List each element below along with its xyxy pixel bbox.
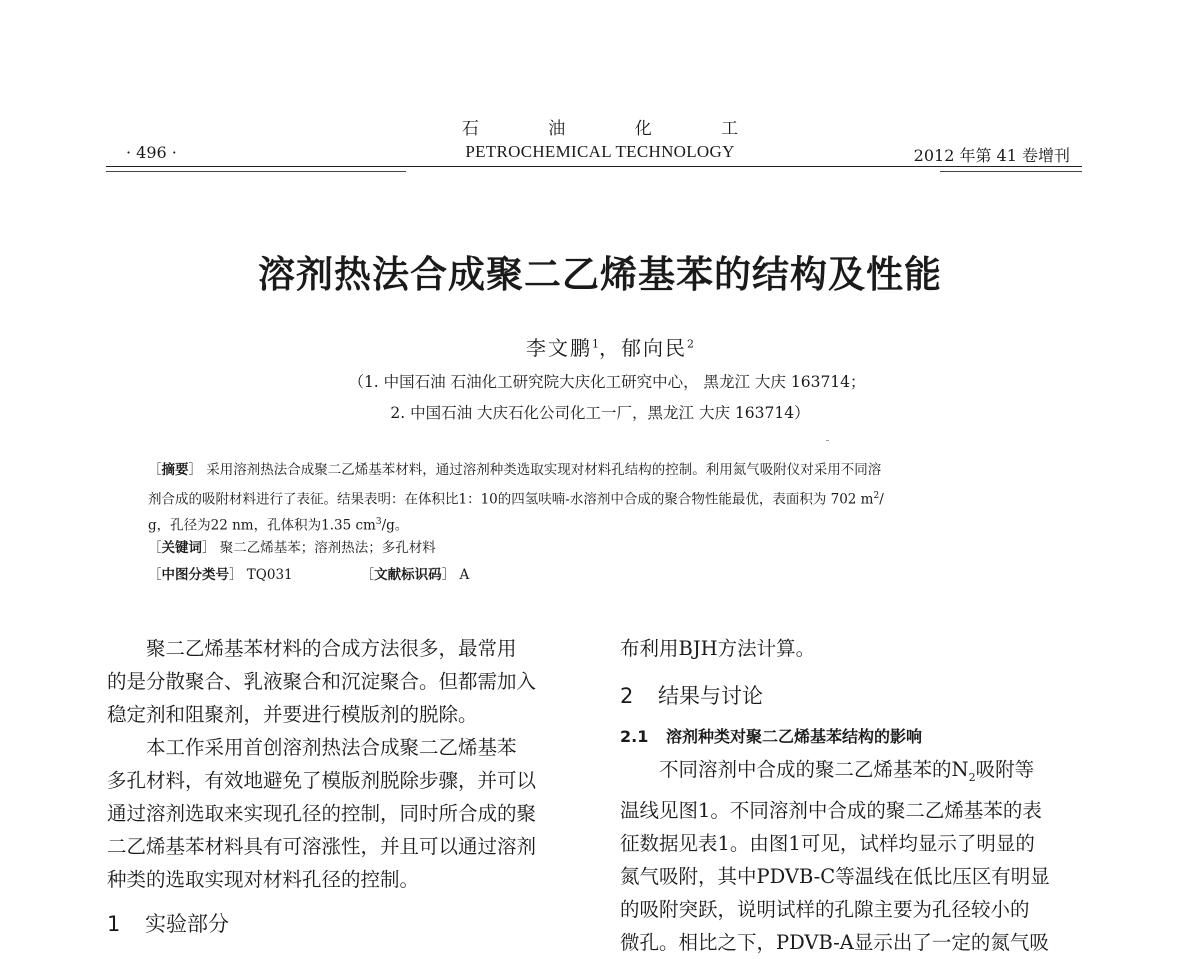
body-line: 种类的选取实现对材料孔径的控制。: [107, 868, 420, 891]
author-1: 李文鹏: [526, 336, 592, 360]
article-title: 溶剂热法合成聚二乙烯基苯的结构及性能: [258, 253, 942, 296]
affiliation-2: 2. 中国石油 大庆石化公司化工一厂，黑龙江 大庆 163714）: [390, 404, 810, 422]
author-1-affil-mark: 1: [592, 337, 599, 351]
author-separator: ，: [599, 336, 621, 360]
affiliation-1: （1. 中国石油 石油化工研究院大庆化工研究中心， 黑龙江 大庆 163714；: [348, 373, 866, 391]
abstract-line-2: 剂合成的吸附材料进行了表征。结果表明：在体积比1：10的四氢呋喃-水溶剂中合成的聚合物性能最优，表面积为 702 $m^2/$: [148, 491, 884, 508]
body-line: 的吸附突跃，说明试样的孔隙主要为孔径较小的: [620, 897, 1030, 921]
body-line: 征数据见表1。由图1可见，试样均显示了明显的: [620, 831, 1035, 855]
issue-info: 2012 年第 41 卷增刊: [913, 146, 1070, 165]
doc-code-label: 文献标识码: [374, 567, 442, 583]
section-1-title: 实验部分: [145, 912, 229, 936]
doc-code: A: [459, 567, 470, 583]
page-number: · 496 ·: [126, 143, 177, 162]
body-line: 二乙烯基苯材料具有可溶涨性，并且可以通过溶剂: [107, 835, 537, 858]
section-2-number: 2: [620, 684, 634, 708]
abstract-text-1: 采用溶剂热法合成聚二乙烯基苯材料，通过溶剂种类选取实现对材料孔结构的控制。利用氮气吸附仪对采用不同溶: [206, 462, 882, 478]
subsection-2-1-heading: [620, 725, 1084, 749]
abstract-line-1: ［摘要］ 采用溶剂热法合成聚二乙烯基苯材料，通过溶剂种类选取实现对材料孔结构的控制。利用氮气吸附仪对采用不同溶: [148, 462, 882, 478]
section-2-title: 结果与讨论: [658, 684, 763, 708]
clc-label: 中图分类号: [161, 567, 229, 583]
keywords-label: 关键词: [161, 540, 202, 556]
scan-speck: [826, 440, 829, 441]
abstract-label: 摘要: [161, 462, 189, 478]
section-1-number: 1: [107, 912, 121, 936]
body-line: 的是分散聚合、乳液聚合和沉淀聚合。但都需加入: [107, 670, 537, 693]
body-line: 不同溶剂中合成的聚二乙烯基苯的$N_2$吸附等: [659, 758, 1035, 784]
subsection-2-1-number: 2.1: [620, 727, 649, 746]
body-line: 通过溶剂选取来实现孔径的控制，同时所合成的聚: [107, 802, 537, 825]
body-line: 稳定剂和阻聚剂，并要进行模版剂的脱除。: [107, 703, 478, 726]
section-1-heading: [107, 908, 577, 941]
journal-name-cn: 石 油 化 工: [461, 119, 771, 139]
body-line: 氮气吸附，其中PDVB-C等温线在低比压区有明显: [620, 864, 1050, 888]
clc-code: TQ031: [246, 567, 293, 583]
body-line: 多孔材料，有效地避免了模版剂脱除步骤，并可以: [107, 769, 537, 792]
journal-name-en: PETROCHEMICAL TECHNOLOGY: [465, 142, 735, 161]
section-2-heading: [620, 681, 1084, 711]
header-rule-left: [106, 171, 406, 172]
body-line: 布利用BJH方法计算。: [620, 637, 816, 660]
author-2: 郁向民: [621, 336, 687, 360]
keywords-text: 聚二乙烯基苯；溶剂热法；多孔材料: [219, 540, 436, 556]
abstract-line-3: g，孔径为22 nm，孔体积为1.35 $cm^3/g$。: [148, 517, 409, 534]
body-line: 本工作采用首创溶剂热法合成聚二乙烯基苯: [146, 736, 517, 759]
header-rule: [106, 166, 1082, 167]
body-line: 温线见图1。不同溶剂中合成的聚二乙烯基苯的表: [620, 798, 1042, 822]
author-line: [0, 332, 1200, 361]
header-rule-right: [940, 171, 1082, 172]
keywords-line: ［关键词］ 聚二乙烯基苯；溶剂热法；多孔材料: [148, 540, 436, 556]
subsection-2-1-title: 溶剂种类对聚二乙烯基苯结构的影响: [666, 727, 923, 746]
right-column: [620, 632, 1084, 959]
classification-line: ［中图分类号］ TQ031 ［文献标识码］ A: [148, 567, 470, 583]
body-line: 微孔。相比之下，PDVB-A显示出了一定的氮气吸: [620, 930, 1049, 954]
left-column: [107, 632, 577, 941]
author-2-affil-mark: 2: [687, 337, 694, 351]
body-line: 聚二乙烯基苯材料的合成方法很多，最常用: [146, 637, 517, 660]
